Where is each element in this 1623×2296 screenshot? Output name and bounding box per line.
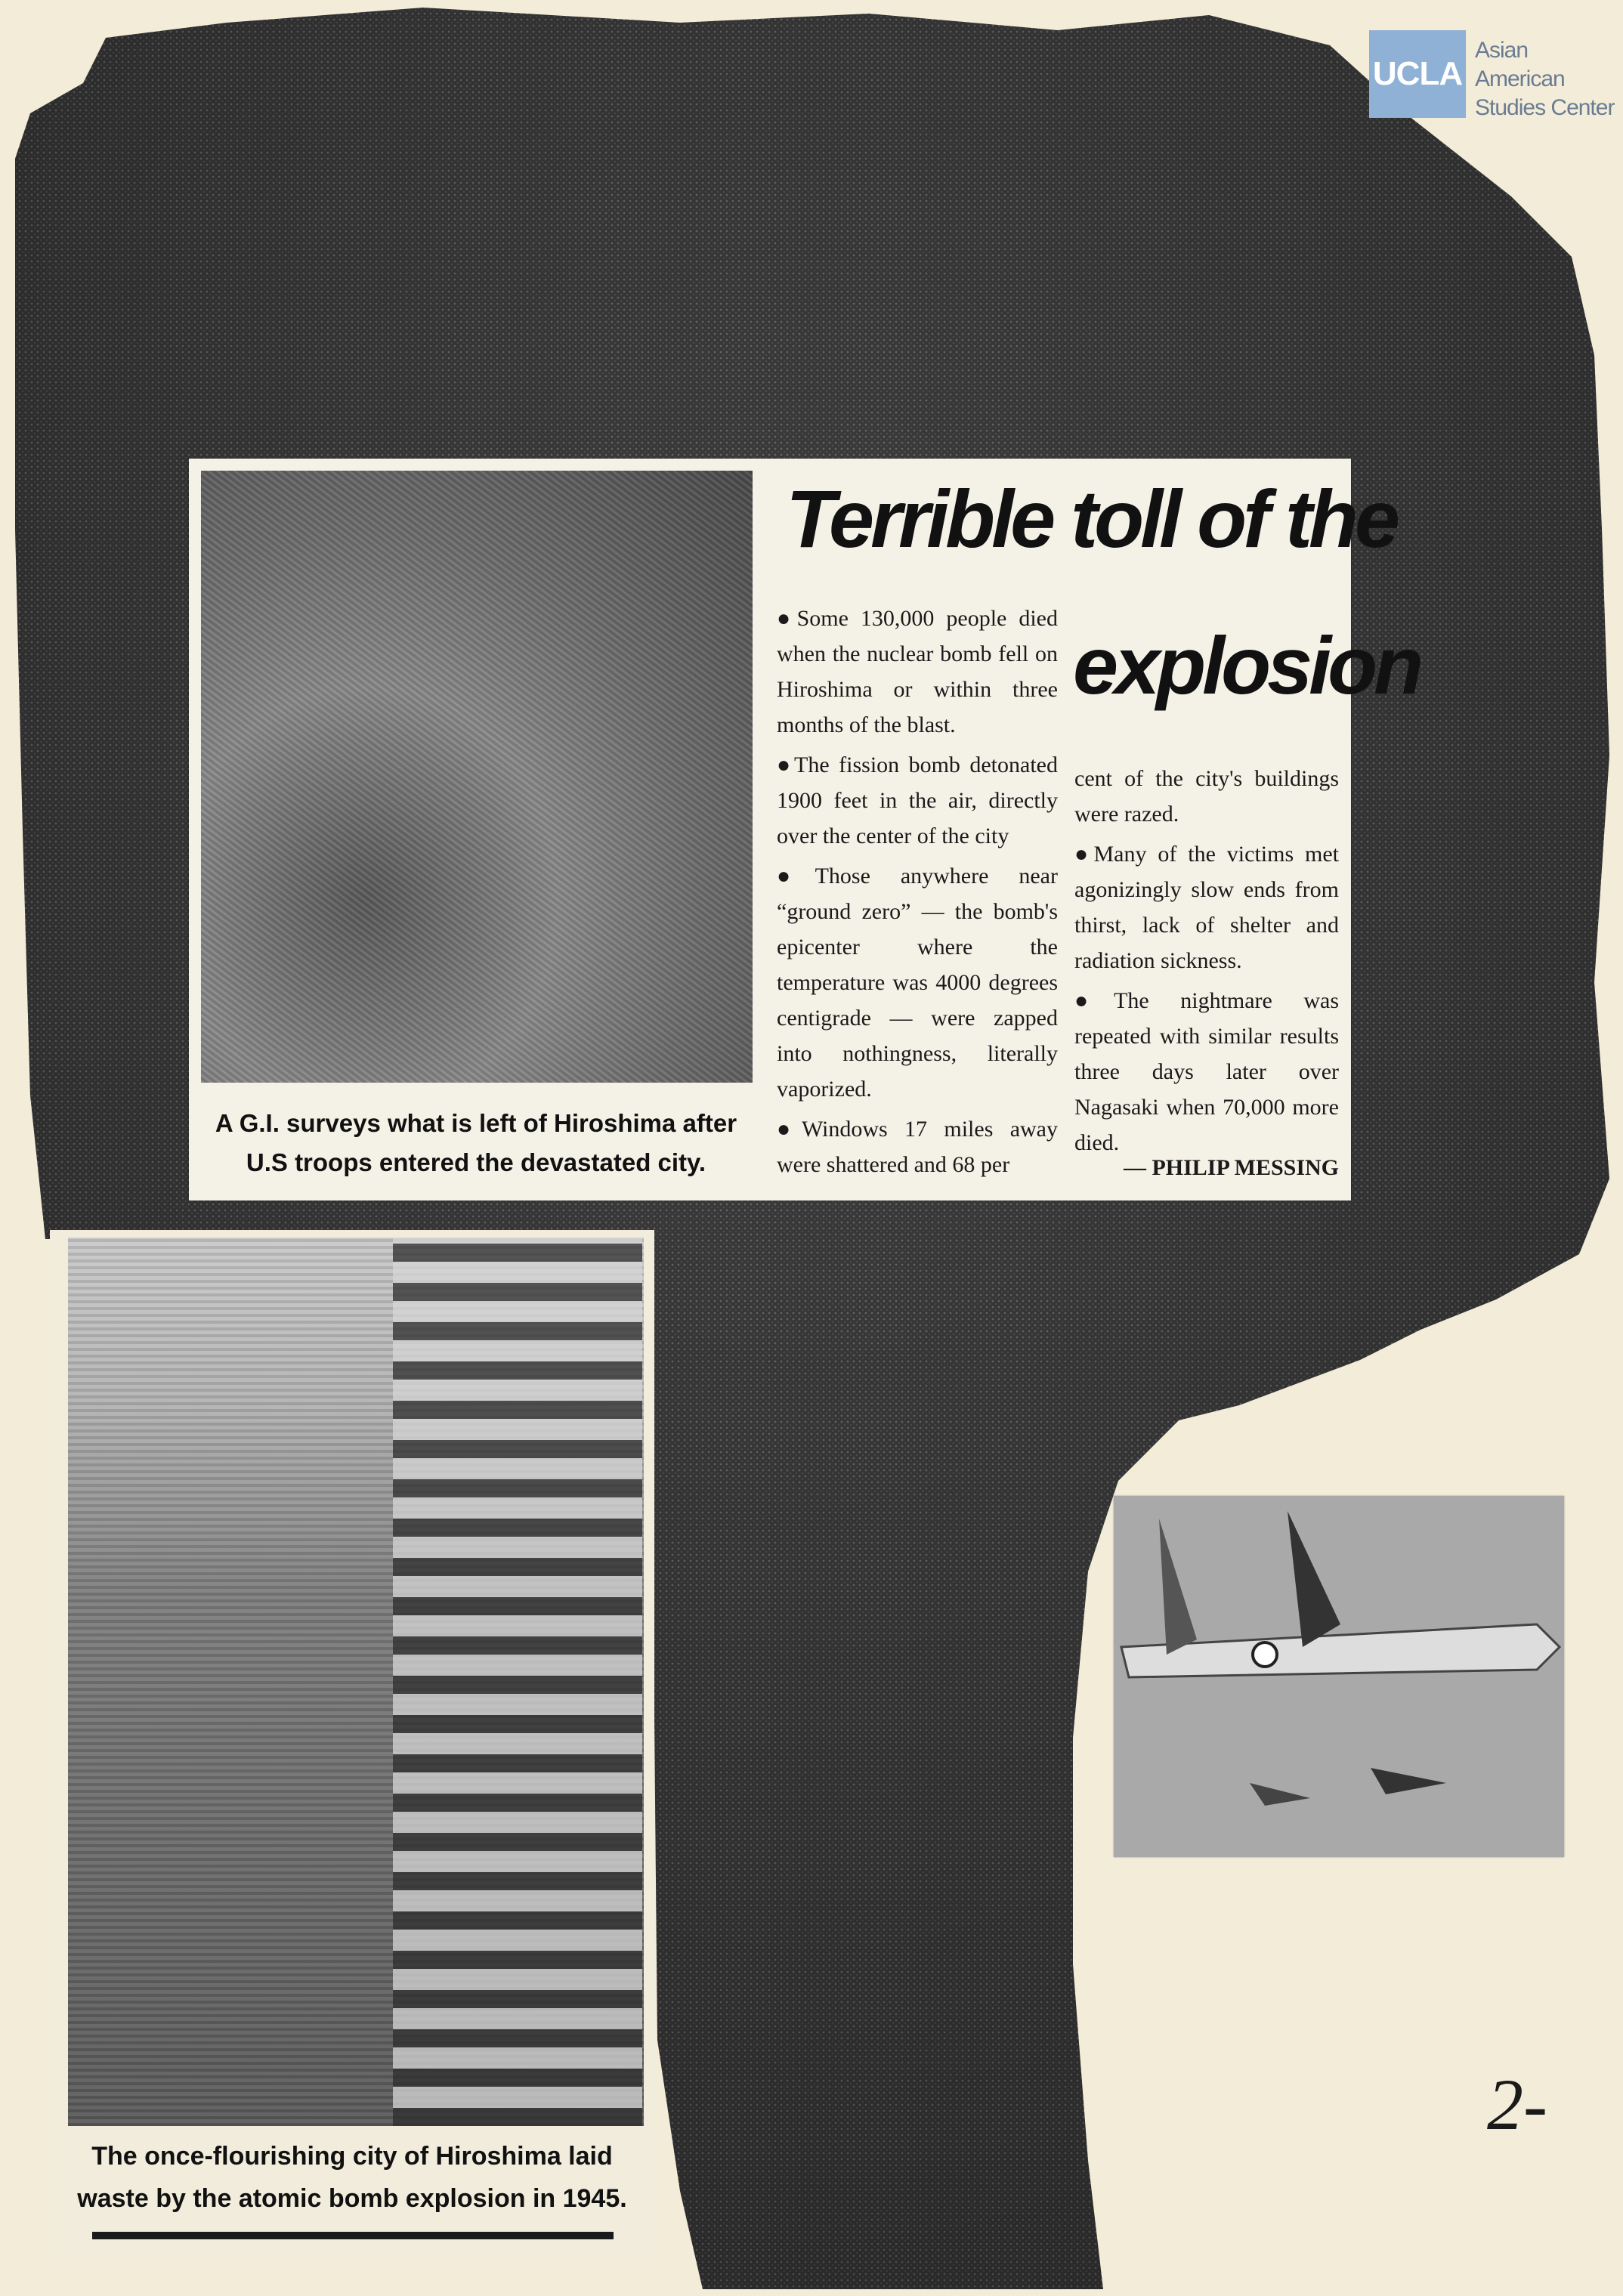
city-photo-clipping xyxy=(50,1230,654,2257)
bomber-aircraft-image xyxy=(1114,1496,1564,1857)
paragraph: ●Windows 17 miles away were shattered and 68 per xyxy=(777,1117,1058,1177)
paragraph: ●Some 130,000 people died when the nuclear bomb fell on Hiroshima or within three months of the blast. xyxy=(777,606,1058,737)
photo-caption xyxy=(189,1104,763,1182)
ruined-building-image xyxy=(393,1238,642,2126)
paragraph: cent of the city's buildings were razed. xyxy=(1074,766,1339,827)
ucla-center-line1: Asian American xyxy=(1475,38,1565,91)
city-photo-caption-line1: The once-flourishing city of Hiroshima laid xyxy=(91,2142,613,2171)
city-photo-caption xyxy=(50,2135,654,2220)
paragraph: ●Many of the victims met agonizingly slow ends from thirst, lack of shelter and radiation sickness. xyxy=(1074,842,1339,973)
hiroshima-rubble-photo xyxy=(201,471,753,1083)
paragraph: ●The fission bomb detonated 1900 feet in the air, directly over the center of the city xyxy=(777,752,1058,848)
caption-underline xyxy=(92,2232,614,2239)
page-number: 2- xyxy=(1487,2064,1547,2145)
headline-line2: explosion xyxy=(1073,620,1421,711)
city-photo-caption-line2: waste by the atomic bomb explosion in 1945. xyxy=(77,2184,627,2213)
photo-caption-line1: A G.I. surveys what is left of Hiroshima after xyxy=(215,1109,737,1137)
ucla-center-line2: Studies Center xyxy=(1475,95,1615,120)
bomber-aircraft-photo xyxy=(1114,1496,1564,1857)
article-clipping xyxy=(189,459,1421,1201)
photo-caption-line2: U.S troops entered the devastated city. xyxy=(246,1148,706,1176)
paragraph: ●The nightmare was repeated with similar results three days later over Nagasaki when 70,000 more died. xyxy=(1074,988,1339,1155)
article-column-2 xyxy=(1074,761,1339,1165)
ucla-center-name xyxy=(1475,36,1618,122)
headline-line1: Terrible toll of the xyxy=(786,473,1397,564)
article-column-1 xyxy=(777,601,1058,1187)
ucla-logo: UCLA xyxy=(1369,30,1466,118)
byline: — PHILIP MESSING xyxy=(1123,1155,1339,1180)
hiroshima-city-photo xyxy=(68,1238,644,2126)
paragraph: ●Those anywhere near “ground zero” — the bomb's epicenter where the temperature was 4000 degrees centigrade — were zapped into nothingness, literally vaporized. xyxy=(777,864,1058,1102)
